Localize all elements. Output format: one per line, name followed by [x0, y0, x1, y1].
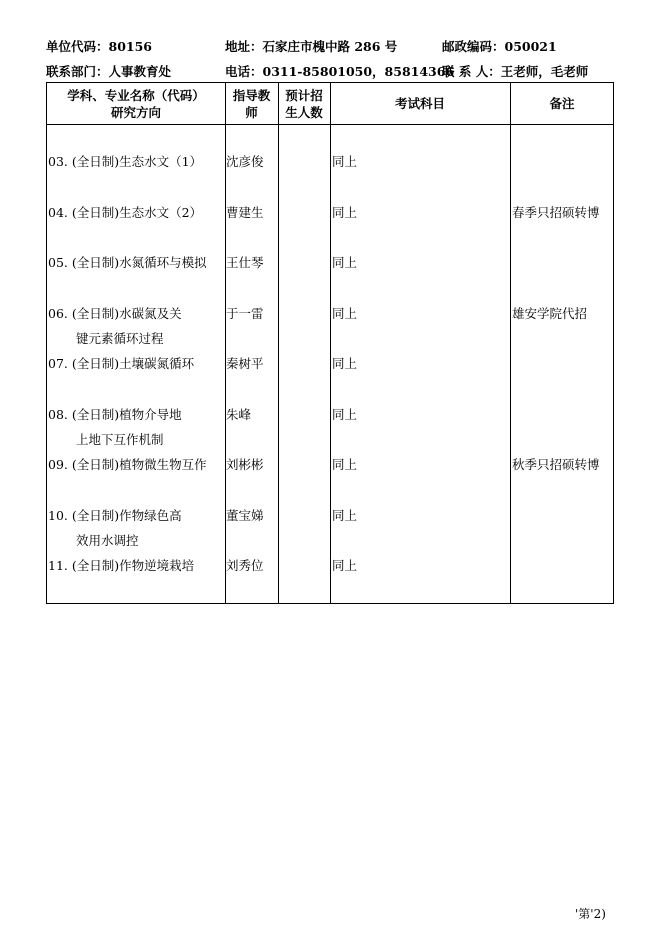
exam-subject: 同上: [332, 508, 358, 523]
unit-code: 单位代码：80156: [46, 39, 152, 54]
exam-subject: 同上: [332, 407, 358, 422]
direction-text: 10. (全日制)作物绿色高: [48, 508, 182, 523]
exam-subject: 同上: [332, 255, 358, 270]
direction-text: 效用水调控: [76, 533, 139, 548]
advisor-name: 沈彦俊: [226, 154, 264, 169]
direction-text: 04. (全日制)生态水文（2）: [48, 205, 203, 220]
exam-subject: 同上: [332, 205, 358, 220]
exam-subject: 同上: [332, 457, 358, 472]
advisor-name: 王仕琴: [226, 255, 264, 270]
exam-subject: 同上: [332, 356, 358, 371]
col-header-subject: 学科、专业名称（代码） 研究方向: [67, 87, 205, 120]
header-divider: [47, 124, 613, 125]
exam-subject: 同上: [332, 306, 358, 321]
column-divider: [278, 83, 279, 603]
direction-text: 上地下互作机制: [76, 432, 164, 447]
col-header-enrollment: 预计招 生人数: [285, 87, 323, 120]
exam-subject: 同上: [332, 154, 358, 169]
direction-text: 09. (全日制)植物微生物互作: [48, 457, 207, 472]
direction-text: 06. (全日制)水碳氮及关: [48, 306, 182, 321]
col-header-remark: 备注: [549, 96, 575, 111]
remark-text: 春季只招硕转博: [512, 205, 600, 220]
advisor-name: 曹建生: [226, 205, 264, 220]
direction-text: 08. (全日制)植物介导地: [48, 407, 182, 422]
program-table: [46, 82, 614, 604]
direction-text: 07. (全日制)土壤碳氮循环: [48, 356, 195, 371]
advisor-name: 刘彬彬: [226, 457, 264, 472]
department: 联系部门：人事教育处: [46, 64, 172, 79]
column-divider: [330, 83, 331, 603]
col-header-exam: 考试科目: [394, 96, 445, 111]
direction-text: 11. (全日制)作物逆境栽培: [48, 558, 195, 573]
advisor-name: 刘秀位: [226, 558, 264, 573]
col-header-advisor: 指导教 师: [232, 87, 271, 120]
direction-text: 05. (全日制)水氮循环与模拟: [48, 255, 207, 270]
address: 地址：石家庄市槐中路 286 号: [225, 39, 398, 54]
advisor-name: 董宝娣: [226, 508, 264, 523]
direction-text: 键元素循环过程: [76, 331, 164, 346]
exam-subject: 同上: [332, 558, 358, 573]
advisor-name: 秦树平: [226, 356, 264, 371]
remark-text: 雄安学院代招: [512, 306, 588, 321]
remark-text: 秋季只招硕转博: [512, 457, 600, 472]
column-divider: [510, 83, 511, 603]
advisor-name: 朱峰: [226, 407, 252, 422]
direction-text: 03. (全日制)生态水文（1）: [48, 154, 203, 169]
postcode: 邮政编码：050021: [442, 39, 557, 54]
page-number: '第'2): [575, 907, 606, 921]
contact: 联 系 人：王老师，毛老师: [442, 64, 589, 79]
advisor-name: 于一雷: [226, 306, 264, 321]
phone: 电话：0311-85801050，85814366: [225, 64, 455, 79]
